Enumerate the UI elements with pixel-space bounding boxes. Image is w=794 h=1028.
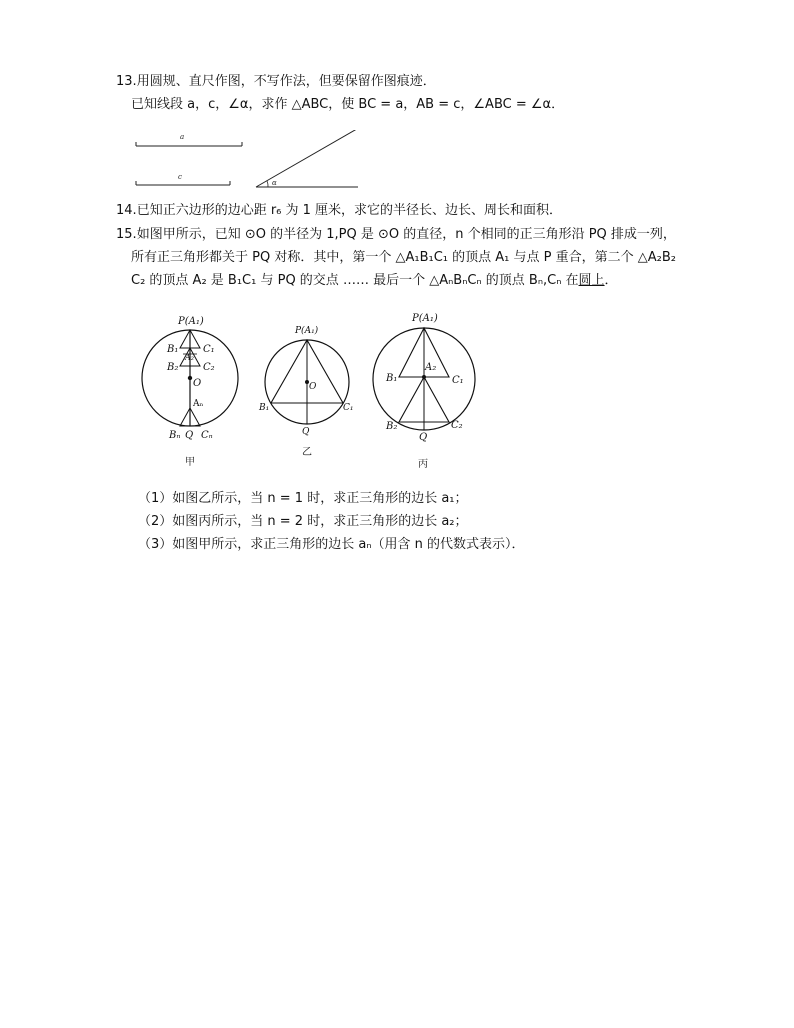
q15-line3-pre: C₂ 的顶点 A₂ 是 B₁C₁ 与 PQ 的交点 …… 最后一个 △AₙBₙCₙ 的顶点 Bₙ,Cₙ 在 [131, 273, 579, 288]
q13-number-text: 13. [116, 74, 137, 89]
jia-label-B2: B₂ [167, 362, 179, 373]
q15-line3-post: ． [604, 273, 618, 288]
jia-label-C2: C₂ [203, 362, 215, 373]
yi-label-O: O [309, 382, 317, 392]
jia-label-An: Aₙ [193, 399, 204, 409]
bing-label-P: P(A₁) [412, 313, 438, 324]
bing-label-C1: C₁ [452, 375, 464, 386]
jia-center-dot [188, 376, 192, 380]
bing-label-Q: Q [419, 432, 428, 443]
q15-line2: 所有正三角形都关于 PQ 对称．其中，第一个 △A₁B₁C₁ 的顶点 A₁ 与点 P 重合，第二个 △A₂B₂ [131, 250, 676, 265]
bing-label-A2: A₂ [425, 362, 437, 373]
figure-jia [135, 308, 245, 470]
yi-label-C1: C₁ [343, 403, 354, 413]
q13-line2: 已知线段 a，c，∠α，求作 △ABC，使 BC = a，AB = c，∠ABC = ∠α． [131, 97, 565, 112]
label-a: a [180, 133, 185, 141]
jia-label-A2: A₂ [185, 353, 194, 362]
jia-label-Cn: Cₙ [201, 430, 213, 441]
q15-line3 [131, 272, 618, 290]
figure-bing [370, 307, 482, 472]
jia-label-O: O [193, 378, 202, 389]
jia-label-C1: C₁ [203, 344, 215, 355]
bing-label-C2: C₂ [451, 420, 463, 431]
jia-label-Bn: Bₙ [169, 430, 181, 441]
q13-figure [130, 130, 370, 192]
jia-label-B1: B₁ [167, 344, 179, 355]
label-c: c [178, 173, 182, 181]
yi-label-B1: B₁ [259, 403, 270, 413]
jia-label-P: P(A₁) [178, 316, 204, 327]
q13-line1 [116, 73, 436, 91]
bing-caption: 丙 [418, 459, 428, 470]
q15-line3-underlined: 圆上 [578, 273, 605, 288]
yi-label-Q: Q [302, 427, 310, 437]
bing-label-B1: B₁ [386, 373, 398, 384]
q15-number: 15. [116, 227, 137, 242]
q15-text-1: 如图甲所示，已知 ⊙O 的半径为 1,PQ 是 ⊙O 的直径，n 个相同的正三角形沿 PQ 排成一列， [136, 227, 676, 242]
q15-sub2: （2）如图丙所示，当 n = 2 时，求正三角形的边长 a₂； [138, 514, 468, 529]
q14-text: 已知正六边形的边心距 r₆ 为 1 厘米，求它的半径长、边长、周长和面积． [136, 203, 563, 218]
figure-yi [258, 318, 358, 458]
q14-line [116, 202, 562, 220]
bing-label-B2: B₂ [386, 421, 398, 432]
jia-caption: 甲 [185, 457, 195, 468]
q15-sub3: （3）如图甲所示，求正三角形的边长 aₙ（用含 n 的代数式表示）． [138, 537, 525, 552]
q15-sub1: （1）如图乙所示，当 n = 1 时，求正三角形的边长 a₁； [138, 491, 468, 506]
jia-label-Q: Q [185, 430, 194, 441]
yi-caption: 乙 [302, 447, 312, 458]
label-alpha: α [272, 179, 277, 187]
bing-A2-dot [422, 375, 426, 379]
q15-line1 [116, 226, 676, 244]
q13-text-1: 用圆规、直尺作图，不写作法，但要保留作图痕迹． [136, 74, 436, 89]
yi-label-P: P(A₁) [295, 326, 319, 336]
q14-number: 14. [116, 203, 137, 218]
